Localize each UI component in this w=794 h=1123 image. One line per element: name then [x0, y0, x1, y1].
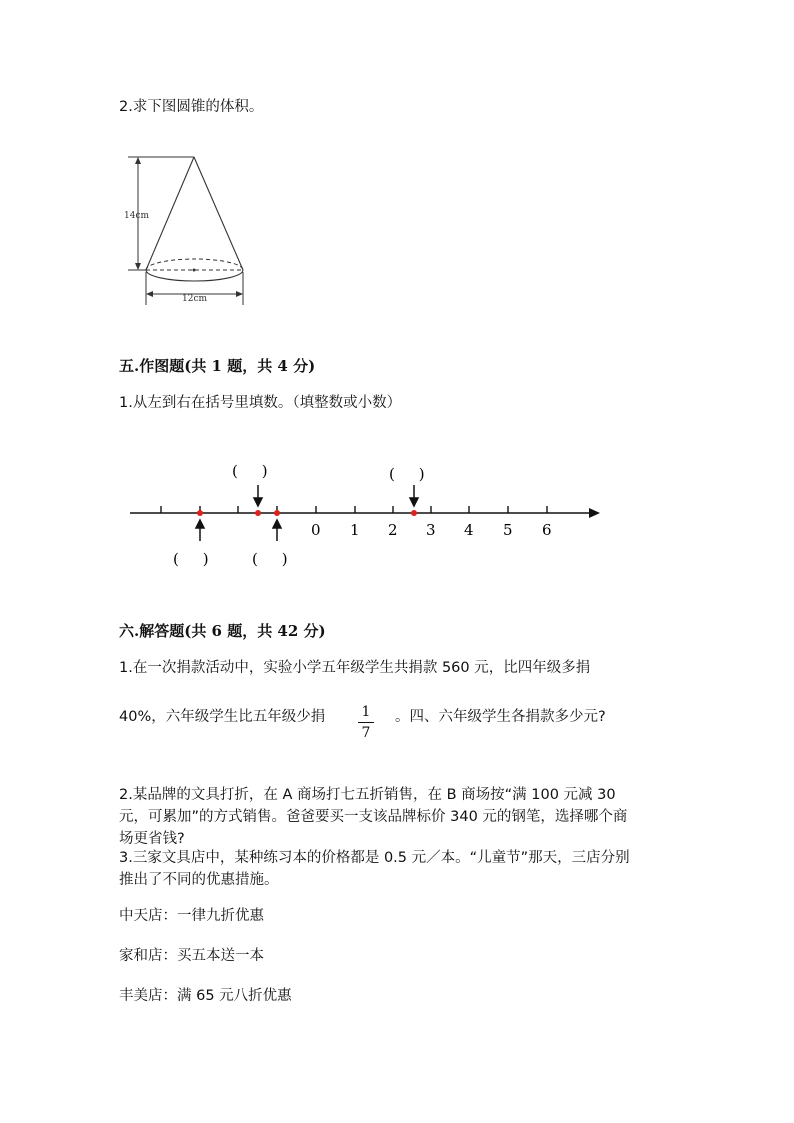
- fraction-denominator: 7: [361, 725, 371, 741]
- tick-label-0: 0: [311, 521, 321, 539]
- point-b: [255, 510, 261, 516]
- section6-q2: 2.某品牌的文具打折，在 A 商场打七五折销售，在 B 商场按“满 100 元减 30 元，可累加”的方式销售。爸爸要买一支该品牌标价 340 元的钢笔，选择哪个商场更省钱?: [119, 787, 628, 847]
- blank-top-2[interactable]: ( ): [389, 465, 425, 483]
- tick-label-5: 5: [503, 521, 513, 539]
- q2-prompt: 2.求下图圆锥的体积。: [119, 99, 264, 115]
- section6-q1-line1: 1.在一次捐款活动中，实验小学五年级学生共捐款 560 元，比四年级多捐: [119, 660, 591, 676]
- point-c: [274, 510, 280, 516]
- section6-heading: 六.解答题(共 6 题，共 42 分): [119, 622, 326, 640]
- blank-bottom-2[interactable]: ( ): [252, 550, 288, 568]
- fraction-one-seventh: [358, 703, 374, 742]
- store-fengmei: 丰美店：满 65 元八折优惠: [119, 988, 292, 1004]
- number-line-diagram: [125, 455, 610, 575]
- store-zhongtian: 中天店：一律九折优惠: [119, 908, 264, 924]
- cone-diameter-label: 12cm: [182, 294, 208, 304]
- tick-label-3: 3: [426, 521, 436, 539]
- cone-diagram: [118, 150, 253, 310]
- section5-q1: 1.从左到右在括号里填数。（填整数或小数）: [119, 395, 402, 411]
- tick-label-2: 2: [388, 521, 398, 539]
- section6-q1-line2b: 。四、六年级学生各捐款多少元?: [395, 709, 606, 725]
- point-a: [197, 510, 203, 516]
- section6-q1-line2a: 40%，六年级学生比五年级少捐: [119, 709, 326, 725]
- fraction-numerator: 1: [361, 704, 371, 720]
- blank-bottom-1[interactable]: ( ): [173, 550, 209, 568]
- blank-top-1[interactable]: ( ): [232, 462, 268, 480]
- section6-q3: 3.三家文具店中，某种练习本的价格都是 0.5 元／本。“儿童节”那天，三店分别推出了不同的优惠措施。: [119, 850, 630, 888]
- tick-label-6: 6: [542, 521, 552, 539]
- store-jiahe: 家和店：买五本送一本: [119, 948, 264, 964]
- tick-label-1: 1: [350, 521, 360, 539]
- section5-heading: 五.作图题(共 1 题，共 4 分): [119, 357, 316, 375]
- tick-label-4: 4: [464, 521, 474, 539]
- point-d: [411, 510, 417, 516]
- cone-height-label: 14cm: [124, 211, 150, 221]
